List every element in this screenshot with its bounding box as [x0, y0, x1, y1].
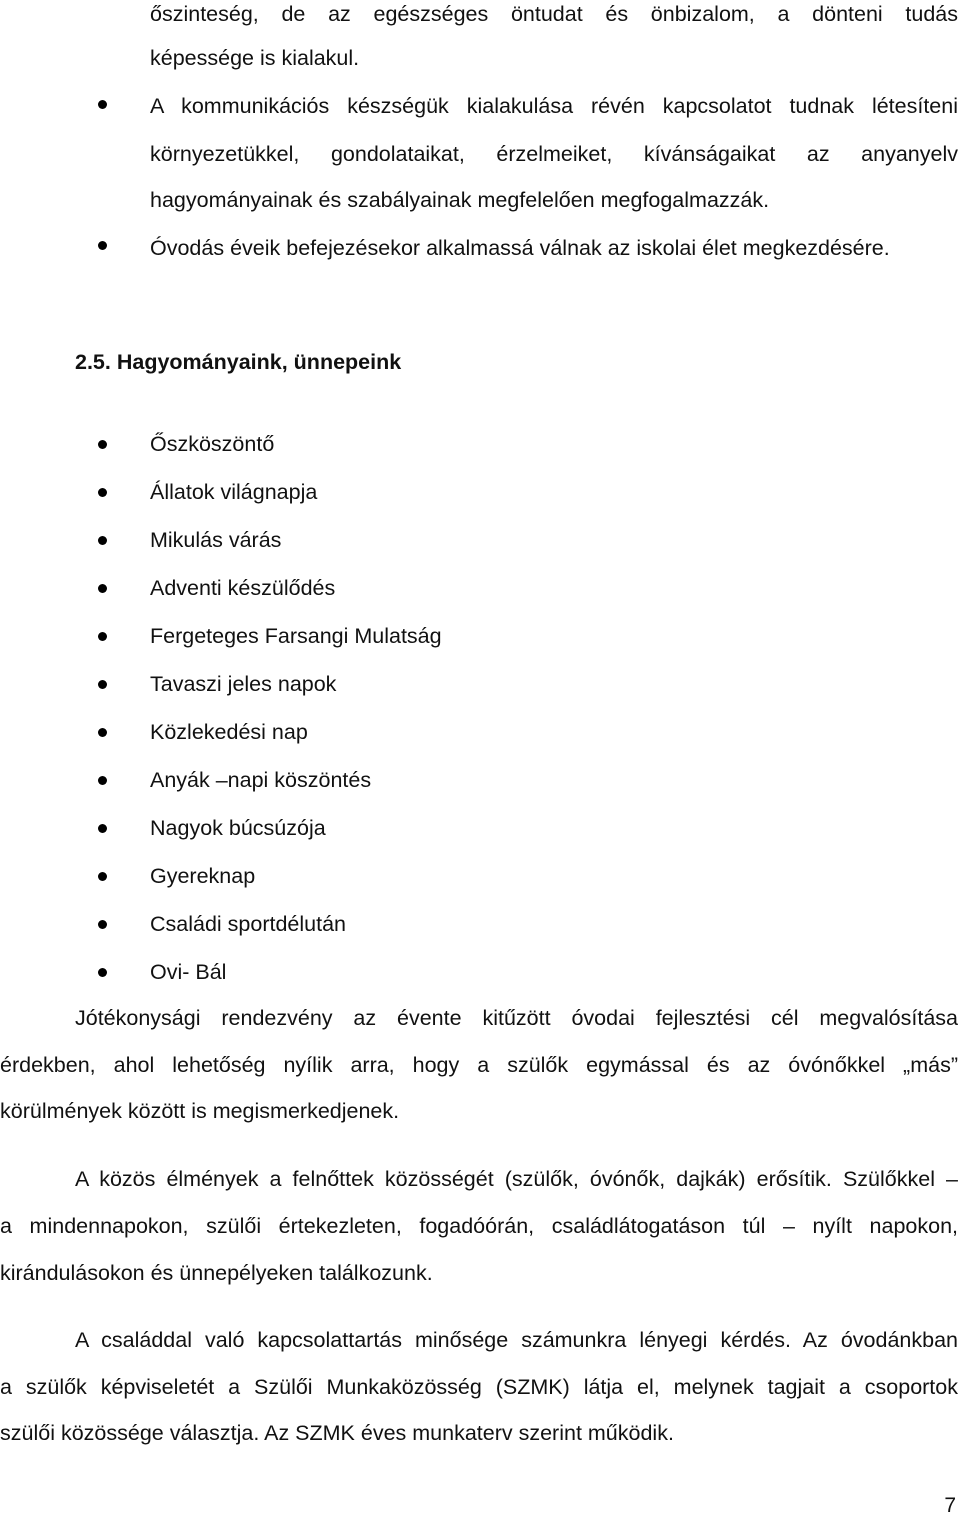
page-number: 7	[944, 1494, 956, 1517]
bullet-icon	[98, 440, 107, 449]
list-item: Közlekedési nap	[150, 720, 308, 744]
list-item: Mikulás várás	[150, 528, 282, 552]
bullet-icon	[98, 536, 107, 545]
bullet-icon	[98, 488, 107, 497]
list-item: Állatok világnapja	[150, 480, 318, 504]
paragraph-line: szülői közössége választja. Az SZMK éves munkaterv szerint működik.	[0, 1421, 674, 1445]
paragraph-line: a szülők képviseletét a Szülői Munkaközösség (SZMK) látja el, melynek tagjait a csoportok	[0, 1375, 958, 1399]
list-item: Anyák –napi köszöntés	[150, 768, 372, 792]
list-item: Ovi- Bál	[150, 960, 227, 984]
bullet-icon	[98, 100, 107, 109]
paragraph-line: a mindennapokon, szülői értekezleten, fogadóórán, családlátogatáson túl – nyílt napokon,	[0, 1214, 958, 1238]
bullet-icon	[98, 920, 107, 929]
intro-bullet-line: hagyományainak és szabályainak megfelelően megfogalmazzák.	[150, 188, 770, 212]
bullet-icon	[98, 776, 107, 785]
paragraph-line: A családdal való kapcsolattartás minősége számunkra lényegi kérdés. Az óvodánkban	[75, 1328, 958, 1352]
list-item: Őszköszöntő	[150, 432, 275, 456]
intro-bullet-line: környezetükkel, gondolataikat, érzelmeiket, kívánságaikat az anyanyelv	[150, 142, 958, 166]
list-item: Tavaszi jeles napok	[150, 672, 337, 696]
paragraph-line: Jótékonysági rendezvény az évente kitűzött óvodai fejlesztési cél megvalósítása	[75, 1006, 958, 1030]
paragraph-line: kirándulásokon és ünnepélyeken találkozunk.	[0, 1261, 433, 1285]
intro-bullet-line: A kommunikációs készségük kialakulása révén kapcsolatot tudnak létesíteni	[150, 94, 958, 118]
paragraph-line: körülmények között is megismerkedjenek.	[0, 1099, 400, 1123]
list-item: Nagyok búcsúzója	[150, 816, 326, 840]
list-item: Családi sportdélután	[150, 912, 347, 936]
intro-bullet-line: Óvodás éveik befejezésekor alkalmassá válnak az iskolai élet megkezdésére.	[150, 236, 890, 260]
list-item: Adventi készülődés	[150, 576, 336, 600]
bullet-icon	[98, 824, 107, 833]
bullet-icon	[98, 680, 107, 689]
intro-continuation-line: képessége is kialakul.	[150, 46, 360, 70]
bullet-icon	[98, 872, 107, 881]
bullet-icon	[98, 728, 107, 737]
intro-continuation-line: őszinteség, de az egészséges öntudat és önbizalom, a dönteni tudás	[150, 2, 958, 26]
paragraph-line: érdekben, ahol lehetőség nyílik arra, hogy a szülők egymással és az óvónőkkel „más”	[0, 1053, 958, 1077]
paragraph-line: A közös élmények a felnőttek közösségét (szülők, óvónők, dajkák) erősítik. Szülőkkel –	[75, 1167, 958, 1191]
list-item: Gyereknap	[150, 864, 256, 888]
bullet-icon	[98, 968, 107, 977]
bullet-icon	[98, 632, 107, 641]
list-item: Fergeteges Farsangi Mulatság	[150, 624, 442, 648]
section-heading: 2.5. Hagyományaink, ünnepeink	[75, 350, 402, 374]
bullet-icon	[98, 584, 107, 593]
bullet-icon	[98, 241, 107, 250]
